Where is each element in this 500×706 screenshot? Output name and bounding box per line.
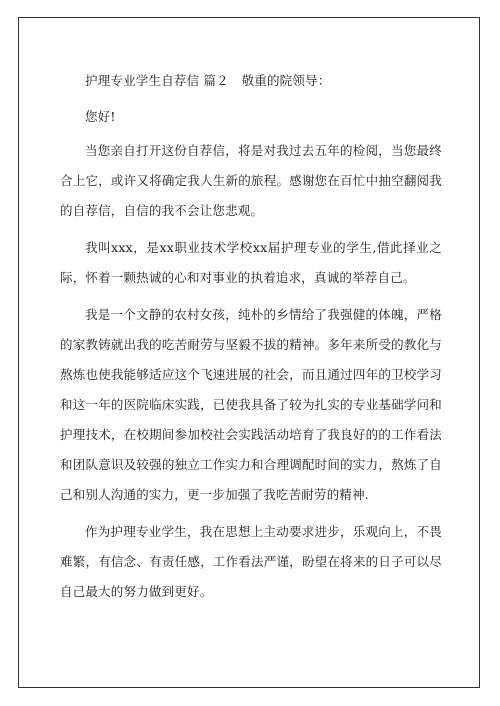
paragraph-3: 我是一个文静的农村女孩，纯朴的乡情给了我强健的体魄，严格的家教铸就出我的吃苦耐劳与坚毅不拔的精神。多年来所受的教化与熬炼也使我能够适应这个飞速进展的社会，而且通过四年的卫校学习和这一年的医院临床实践，已使我具备了较为扎实的专业基础学问和护理技术，在校期间参加校社会实践活动培育了我良好的的工作看法和团队意识及较强的独立工作实力和合理调配时间的实力，熬炼了自己和别人沟通的实力，更一步加强了我吃苦耐劳的精神. xyxy=(60,307,442,502)
paragraph-1: 当您亲自打开这份自荐信，将是对我过去五年的检阅，当您最终合上它，或许又将确定我人生新的旅程。感谢您在百忙中抽空翻阅我的自荐信，自信的我不会让您悲观。 xyxy=(60,143,442,218)
paragraph-4: 作为护理专业学生，我在思想上主动要求进步，乐观向上，不畏难繁，有信念、有责任感，工作看法严谨，盼望在将来的日子可以尽自己最大的努力做到更好。 xyxy=(60,524,442,599)
greeting: 您好! xyxy=(85,109,116,124)
title-line: 护理专业学生自荐信 篇２ 敬重的院领导： xyxy=(85,73,331,88)
paragraph-2: 我叫xxx，是xx职业技术学校xx届护理专业的学生,借此择业之际，怀着一颗热诚的心和对事业的执着追求，真诚的举荐自己。 xyxy=(60,240,442,285)
letter-body xyxy=(60,66,442,614)
